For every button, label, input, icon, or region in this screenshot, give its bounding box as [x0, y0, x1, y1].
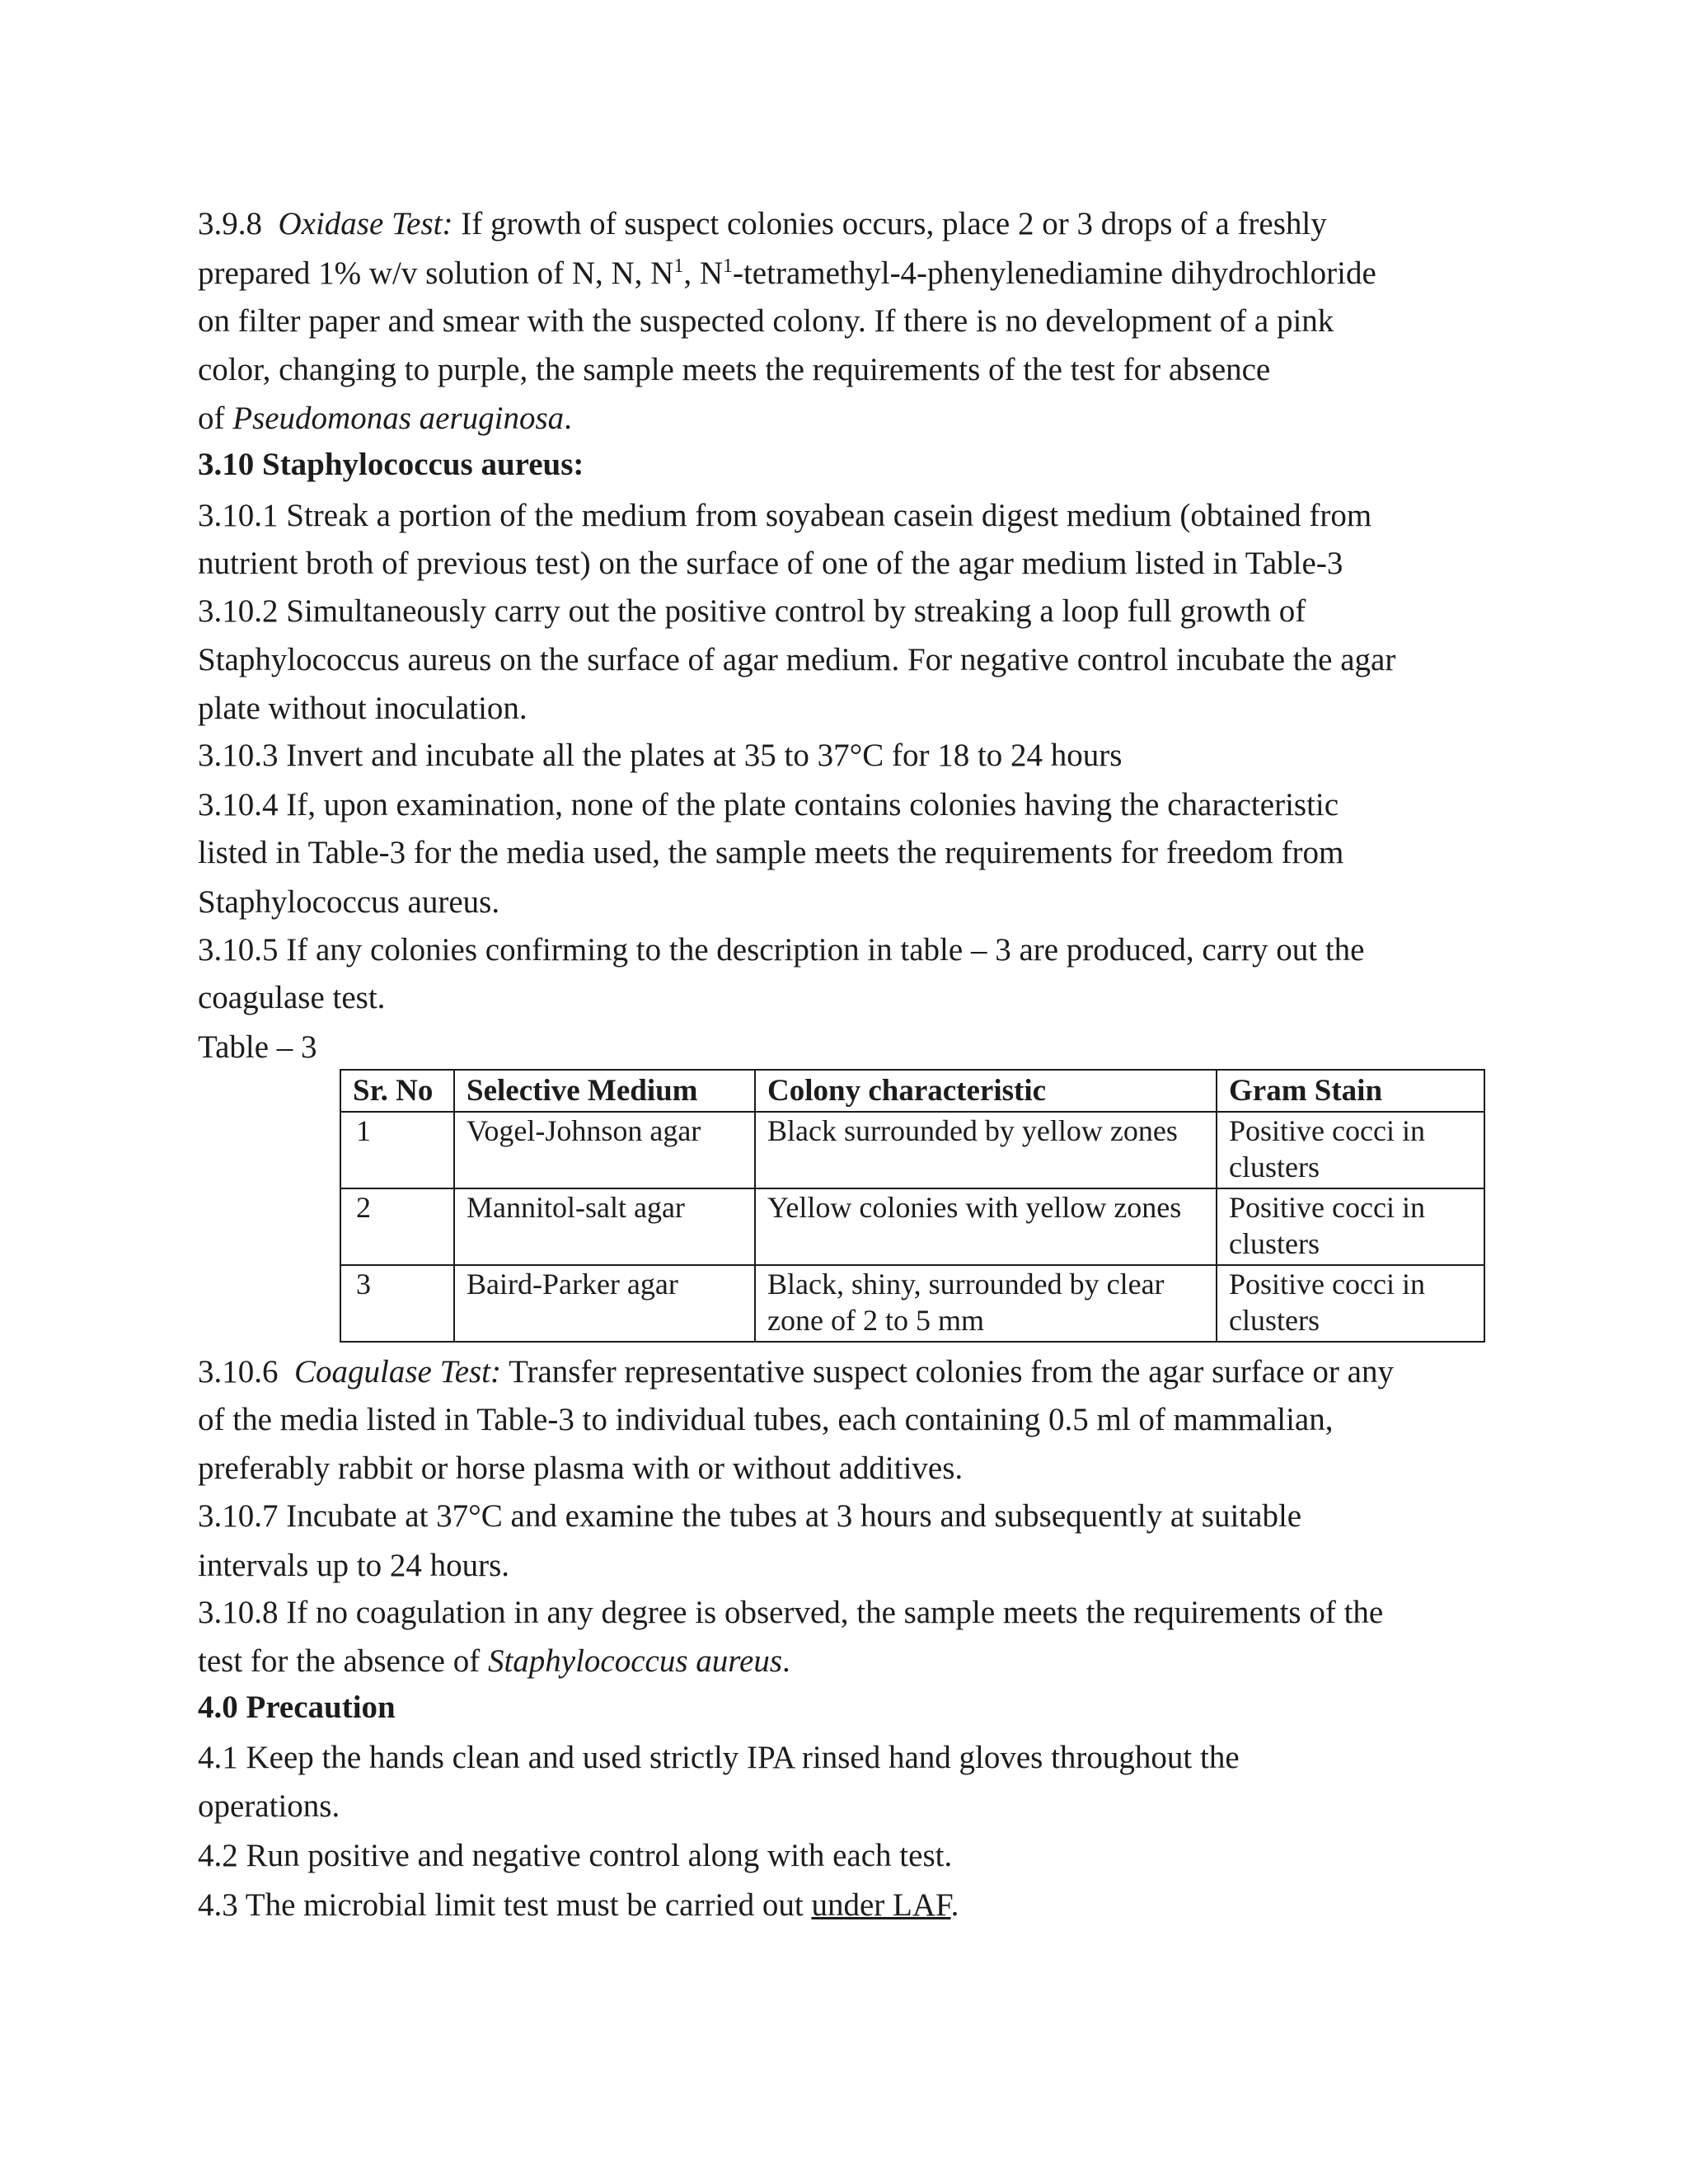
table-cell: 1 [340, 1112, 454, 1188]
section-heading-3-10: 3.10 Staphylococcus aureus: [198, 447, 584, 482]
coagulase-line-3: preferably rabbit or horse plasma with or without additives. [198, 1451, 964, 1486]
table-cell: Mannitol-salt agar [454, 1188, 755, 1265]
oxidase-line-3: on filter paper and smear with the suspected colony. If there is no development of a pink [198, 303, 1334, 339]
paragraph-3-10-4: Staphylococcus aureus. [198, 884, 500, 920]
coagulase-line-2: of the media listed in Table-3 to individual tubes, each containing 0.5 ml of mammalian, [198, 1402, 1334, 1437]
paragraph-3-10-4: listed in Table-3 for the media used, the sample meets the requirements for freedom from [198, 835, 1344, 870]
superscript: 1 [722, 255, 733, 277]
coagulase-line-1: 3.10.6 Coagulase Test: Transfer representative suspect colonies from the agar surface or any [198, 1354, 1394, 1390]
table-cell: Positive cocci in clusters [1217, 1112, 1484, 1188]
column-header: Colony characteristic [755, 1070, 1217, 1112]
oxidase-line-5: of Pseudomonas aeruginosa. [198, 401, 572, 436]
paragraph-3-10-1: 3.10.1 Streak a portion of the medium from soyabean casein digest medium (obtained from [198, 498, 1372, 533]
paragraph-3-10-4: 3.10.4 If, upon examination, none of the plate contains colonies having the characteristic [198, 787, 1339, 823]
table-cell: Positive cocci in clusters [1217, 1188, 1484, 1265]
table-cell: Vogel-Johnson agar [454, 1112, 755, 1188]
table-3 [340, 1069, 1485, 1343]
table-cell: Yellow colonies with yellow zones [755, 1188, 1217, 1265]
table-cell: 2 [340, 1188, 454, 1265]
table-caption: Table – 3 [198, 1029, 317, 1065]
paragraph-3-10-8: 3.10.8 If no coagulation in any degree is observed, the sample meets the requirements of the [198, 1595, 1384, 1630]
paragraph-3-10-2: 3.10.2 Simultaneously carry out the positive control by streaking a loop full growth of [198, 593, 1306, 629]
paragraph-4-1: 4.1 Keep the hands clean and used strictly IPA rinsed hand gloves throughout the [198, 1740, 1240, 1775]
column-header: Sr. No [340, 1070, 454, 1112]
paragraph-3-10-2: Staphylococcus aureus on the surface of agar medium. For negative control incubate the agar [198, 642, 1396, 677]
oxidase-number: 3.9.8 [198, 206, 262, 241]
organism-name: Staphylococcus aureus [487, 1643, 782, 1679]
paragraph-4-3: 4.3 The microbial limit test must be carried out under LAF. [198, 1887, 959, 1923]
table-row [340, 1188, 1484, 1265]
oxidase-text-1: If growth of suspect colonies occurs, place 2 or 3 drops of a freshly [461, 206, 1327, 241]
table-row [340, 1265, 1484, 1342]
paragraph-3-10-7: 3.10.7 Incubate at 37°C and examine the tubes at 3 hours and subsequently at suitable [198, 1498, 1302, 1534]
paragraph-3-10-7: intervals up to 24 hours. [198, 1548, 510, 1583]
superscript: 1 [673, 255, 684, 277]
section-heading-4-0: 4.0 Precaution [198, 1690, 396, 1725]
paragraph-3-10-5: 3.10.5 If any colonies confirming to the description in table – 3 are produced, carry out the [198, 932, 1365, 968]
oxidase-line-2: prepared 1% w/v solution of N, N, $N^1$, $N^1-tetramethyl-4$-phenylenediamine dihydrochloride [198, 255, 1376, 291]
table-cell: Black surrounded by yellow zones [755, 1112, 1217, 1188]
oxidase-line-4: color, changing to purple, the sample meets the requirements of the test for absence [198, 352, 1271, 387]
table-header-row [340, 1070, 1484, 1112]
table-cell: Black, shiny, surrounded by clear zone of 2 to 5 mm [755, 1265, 1217, 1342]
table-row [340, 1112, 1484, 1188]
organism-name: Pseudomonas aeruginosa [232, 401, 565, 436]
paragraph-4-2: 4.2 Run positive and negative control along with each test. [198, 1838, 953, 1873]
underlined-text: under LAF [811, 1887, 951, 1923]
paragraph-3-10-8: test for the absence of Staphylococcus aureus. [198, 1643, 790, 1679]
paragraph-4-1: operations. [198, 1788, 340, 1824]
table-cell: Baird-Parker agar [454, 1265, 755, 1342]
paragraph-3-10-2: plate without inoculation. [198, 691, 528, 726]
paragraph-3-10-3: 3.10.3 Invert and incubate all the plates at 35 to 37°C for 18 to 24 hours [198, 738, 1123, 773]
oxidase-title: Oxidase Test: [278, 206, 453, 241]
oxidase-line-1 [198, 208, 1327, 240]
column-header: Gram Stain [1217, 1070, 1484, 1112]
table-cell: 3 [340, 1265, 454, 1342]
paragraph-3-10-5: coagulase test. [198, 980, 386, 1015]
table-cell: Positive cocci in clusters [1217, 1265, 1484, 1342]
coagulase-title: Coagulase Test: [294, 1354, 502, 1390]
column-header: Selective Medium [454, 1070, 755, 1112]
paragraph-3-10-1: nutrient broth of previous test) on the surface of one of the agar medium listed in Table-3 [198, 546, 1343, 581]
coagulase-number: 3.10.6 [198, 1354, 279, 1390]
